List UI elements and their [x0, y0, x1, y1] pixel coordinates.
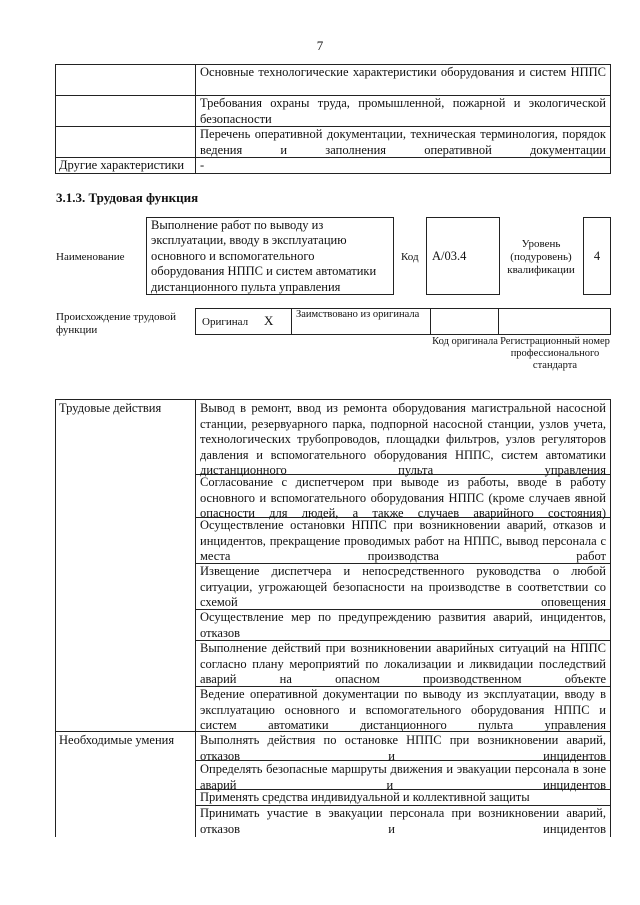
action-5: Осуществление мер по предупреждению развития аварий, инцидентов, отказов: [200, 610, 606, 640]
code-label: Код: [401, 251, 419, 263]
action-6: Выполнение действий при возникновении аварийных ситуаций на НППС согласно плану мероприятий по локализации и ликвидации последствий аварий на опасном производственном объекте: [200, 641, 606, 686]
level-value: 4: [593, 249, 601, 263]
section-title: 3.1.3. Трудовая функция: [56, 190, 199, 205]
name-label: Наименование: [56, 251, 125, 263]
other-characteristics-label: Другие характеристики: [59, 158, 185, 172]
code-original-caption: Код оригинала: [432, 336, 498, 347]
code-original-box: [430, 308, 499, 335]
top-row-2: Требования охраны труда, промышленной, пожарной и экологической безопасности: [200, 96, 606, 126]
action-1: Вывод в ремонт, ввод из ремонта оборудования магистральной насосной станции, резервуарного парка, подпорной насосной станции, узлов учета, технологических трубопроводов, площадки фильтров, узлов регуляторов давления и вспомогательного оборудования НППС, систем автоматики дистанционного пульта управления: [200, 401, 606, 477]
skill-2: Определять безопасные маршруты движения и эвакуации персонала в зоне аварий и инцидентов: [200, 762, 606, 792]
reg-number-box: [498, 308, 611, 335]
reg-number-caption: Регистрационный номер профессионального стандарта: [500, 336, 610, 371]
code-value: А/03.4: [432, 249, 467, 263]
top-row-1: Основные технологические характеристики оборудования и систем НППС: [200, 65, 606, 79]
skill-3: Применять средства индивидуальной и коллективной защиты: [200, 790, 530, 804]
action-2: Согласование с диспетчером при выводе из работы, вводе в работу основного и вспомогательного оборудования НППС (кроме случаев явной опасности для людей, а также случаев аварийного состояния): [200, 475, 606, 520]
action-7: Ведение оперативной документации по выводу из эксплуатации, вводу в эксплуатацию основного и вспомогательного оборудования НППС и систем автоматики дистанционного пульта управления: [200, 687, 606, 732]
page-number: 7: [316, 38, 324, 53]
skills-label: Необходимые умения: [59, 733, 175, 747]
original-mark: X: [264, 313, 274, 328]
actions-label: Трудовые действия: [59, 401, 162, 415]
action-3: Осуществление остановки НППС при возникновении аварий, отказов и инцидентов, прекращение проводимых работ на НППС, вывод персонала с места производства работ: [200, 518, 606, 563]
original-label: Оригинал: [202, 316, 249, 328]
action-4: Извещение диспетчера и непосредственного руководства о любой ситуации, угрожающей безопасности на производстве в соответствии со схемой оповещения: [200, 564, 606, 609]
level-label: Уровень (подуровень) квалификации: [507, 238, 575, 276]
other-characteristics-value: -: [200, 158, 205, 172]
origin-label: Происхождение трудовой функции: [56, 311, 177, 336]
skill-1: Выполнять действия по остановке НППС при возникновении аварий, отказов и инцидентов: [200, 733, 606, 763]
skill-4: Принимать участие в эвакуации персонала при возникновении аварий, отказов и инцидентов: [200, 806, 606, 836]
top-row-3: Перечень оперативной документации, техническая терминология, порядок ведения и заполнения оперативной документации: [200, 127, 606, 157]
borrowed-label: Заимствовано из оригинала: [296, 309, 420, 320]
name-value: Выполнение работ по выводу из эксплуатации, вводу в эксплуатацию основного и вспомогательного оборудования НППС и систем автоматики дистанционного пульта управления: [151, 218, 377, 294]
